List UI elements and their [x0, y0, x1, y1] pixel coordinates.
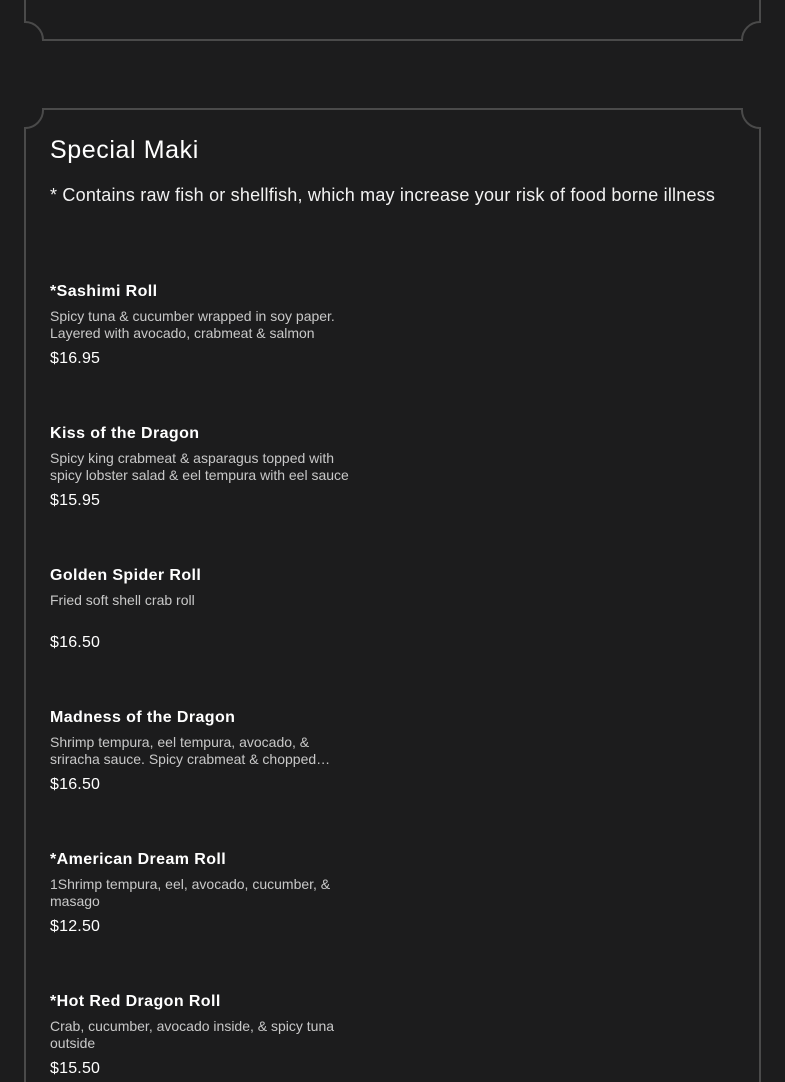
item-description: Shrimp tempura, eel tempura, avocado, & sriracha sauce. Spicy crabmeat & chopped: [50, 734, 317, 767]
menu-item[interactable]: [50, 708, 360, 850]
item-name: Kiss of the Dragon: [50, 425, 200, 442]
item-name: Golden Spider Roll: [50, 567, 202, 584]
item-price: $12.50: [50, 918, 101, 935]
item-price: $16.95: [50, 350, 101, 367]
item-description: Spicy king crabmeat & asparagus topped with spicy lobster salad & eel tempura with eel sauce: [50, 450, 349, 483]
menu-item[interactable]: [50, 566, 360, 708]
item-price: $16.50: [50, 776, 101, 793]
item-description: Crab, cucumber, avocado inside, & spicy tuna outside: [50, 1018, 335, 1051]
special-maki-section: [24, 108, 761, 1082]
item-price: $15.50: [50, 1060, 101, 1077]
section-title: Special Maki: [50, 136, 199, 164]
menu-item[interactable]: [50, 424, 360, 566]
item-name: *Hot Red Dragon Roll: [50, 993, 221, 1010]
menu-item[interactable]: [50, 282, 360, 424]
menu-item[interactable]: [50, 850, 360, 992]
item-name: Madness of the Dragon: [50, 709, 236, 726]
item-name: *American Dream Roll: [50, 851, 227, 868]
item-price: $15.95: [50, 492, 101, 509]
raw-food-warning: * Contains raw fish or shellfish, which may increase your risk of food borne illness: [50, 185, 716, 205]
item-description: Fried soft shell crab roll: [50, 592, 195, 608]
menu-item[interactable]: [50, 992, 360, 1082]
previous-section-card: [24, 0, 761, 44]
previous-section-frame: [24, 0, 761, 44]
item-price: $16.50: [50, 634, 101, 651]
item-name: *Sashimi Roll: [50, 283, 158, 300]
item-description: Spicy tuna & cucumber wrapped in soy paper. Layered with avocado, crabmeat & salmon: [50, 308, 335, 341]
menu-item-list: [50, 282, 370, 1082]
item-description: 1Shrimp tempura, eel, avocado, cucumber, & masago: [50, 876, 331, 909]
